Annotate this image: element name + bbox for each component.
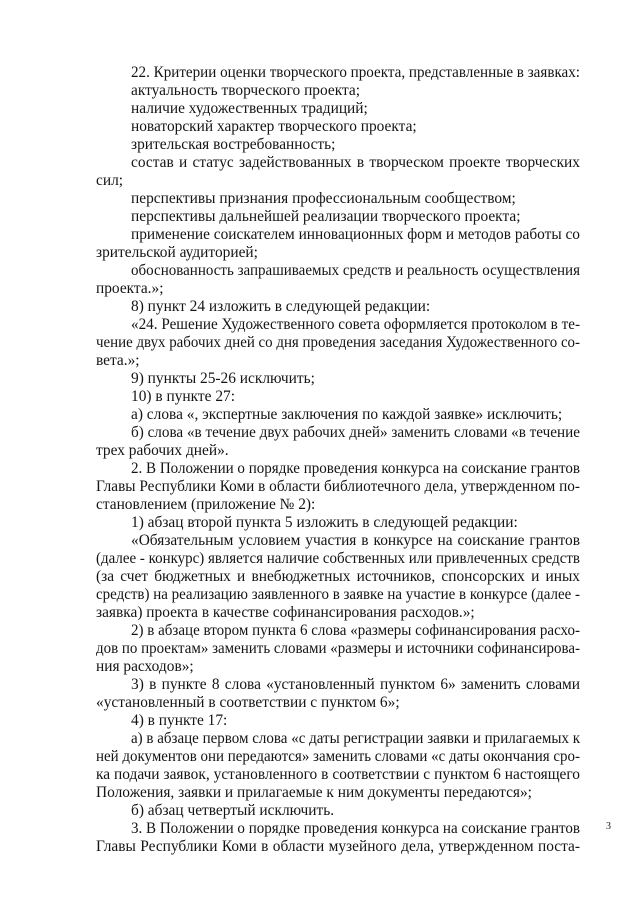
text-line: обоснованность запрашиваемых средств и реальность осуществления — [131, 262, 580, 279]
text-line: 22. Критерии оценки творческого проекта, представленные в заявках: — [131, 64, 580, 81]
text-line: «Обязательным условием участия в конкурсе на соискание грантов — [131, 532, 580, 549]
text-line: 1) абзац второй пункта 5 изложить в следующей редакции: — [131, 514, 518, 531]
text-line: (далее - конкурс) является наличие собственных или привлеченных средств — [96, 550, 580, 567]
text-line: Главы Республики Коми в области библиотечного дела, утвержденном по- — [96, 478, 580, 495]
text-line: средств) на реализацию заявленного в заявке на участие в конкурсе (далее - — [96, 586, 580, 603]
text-line: 4) в пункте 17: — [131, 712, 228, 729]
text-line: новаторский характер творческого проекта; — [131, 118, 417, 135]
text-line: сил; — [96, 172, 124, 189]
text-line: дов по проектам» заменить словами «размеры и источники софинансирова- — [96, 640, 580, 657]
text-line: зрительская востребованность; — [131, 136, 336, 153]
text-line: чение двух рабочих дней со дня проведения заседания Художественного со- — [96, 334, 580, 351]
text-line: (за счет бюджетных и внебюджетных источников, спонсорских и иных — [96, 568, 580, 585]
text-line: б) абзац четвертый исключить. — [131, 802, 335, 819]
text-line: 2) в абзаце втором пункта 6 слова «размеры софинансирования расхо- — [131, 622, 580, 639]
text-line: 8) пункт 24 изложить в следующей редакции: — [131, 298, 431, 315]
text-line: 2. В Положении о порядке проведения конкурса на соискание грантов — [131, 460, 580, 477]
text-line: становлением (приложение № 2): — [96, 496, 316, 513]
text-line: «24. Решение Художественного совета оформляется протоколом в те- — [131, 316, 580, 333]
text-line: зрительской аудиторией; — [96, 244, 258, 261]
text-line: перспективы дальнейшей реализации творческого проекта; — [131, 208, 521, 225]
text-line: б) слова «в течение двух рабочих дней» заменить словами «в течение — [131, 424, 580, 441]
text-line: применение соискателем инновационных форм и методов работы со — [131, 226, 580, 243]
text-line: 10) в пункте 27: — [131, 388, 235, 405]
text-line: проекта.»; — [96, 280, 164, 297]
text-line: наличие художественных традиций; — [131, 100, 368, 117]
text-line: 3. В Положении о порядке проведения конкурса на соискание грантов — [131, 820, 580, 837]
text-line: а) слова «, экспертные заключения по каждой заявке» исключить; — [131, 406, 563, 423]
text-line: Положения, заявки и прилагаемые к ним документы передаются»; — [96, 784, 532, 801]
text-line: актуальность творческого проекта; — [131, 82, 361, 99]
text-line: ния расходов»; — [96, 658, 194, 675]
text-line: 3) в пункте 8 слова «установленный пунктом 6» заменить словами — [131, 676, 580, 693]
page-number: 3 — [606, 821, 611, 832]
text-line: вета.»; — [96, 352, 140, 369]
text-line: состав и статус задействованных в творческом проекте творческих — [131, 154, 580, 171]
text-line: перспективы признания профессиональным сообществом; — [131, 190, 516, 207]
text-line: ка подачи заявок, установленного в соответствии с пунктом 6 настоящего — [96, 766, 580, 783]
text-line: «установленный в соответствии с пунктом 6»; — [96, 694, 400, 711]
text-line: 9) пункты 25-26 исключить; — [131, 370, 315, 387]
text-line: трех рабочих дней». — [96, 442, 229, 459]
text-line: ней документов они передаются» заменить словами «с даты окончания сро- — [96, 748, 580, 765]
text-line: а) в абзаце первом слова «с даты регистрации заявки и прилагаемых к — [131, 730, 580, 747]
text-line: заявка) проекта в качестве софинансирования расходов.»; — [96, 604, 475, 621]
text-line: Главы Республики Коми в области музейного дела, утвержденном поста- — [96, 838, 580, 855]
